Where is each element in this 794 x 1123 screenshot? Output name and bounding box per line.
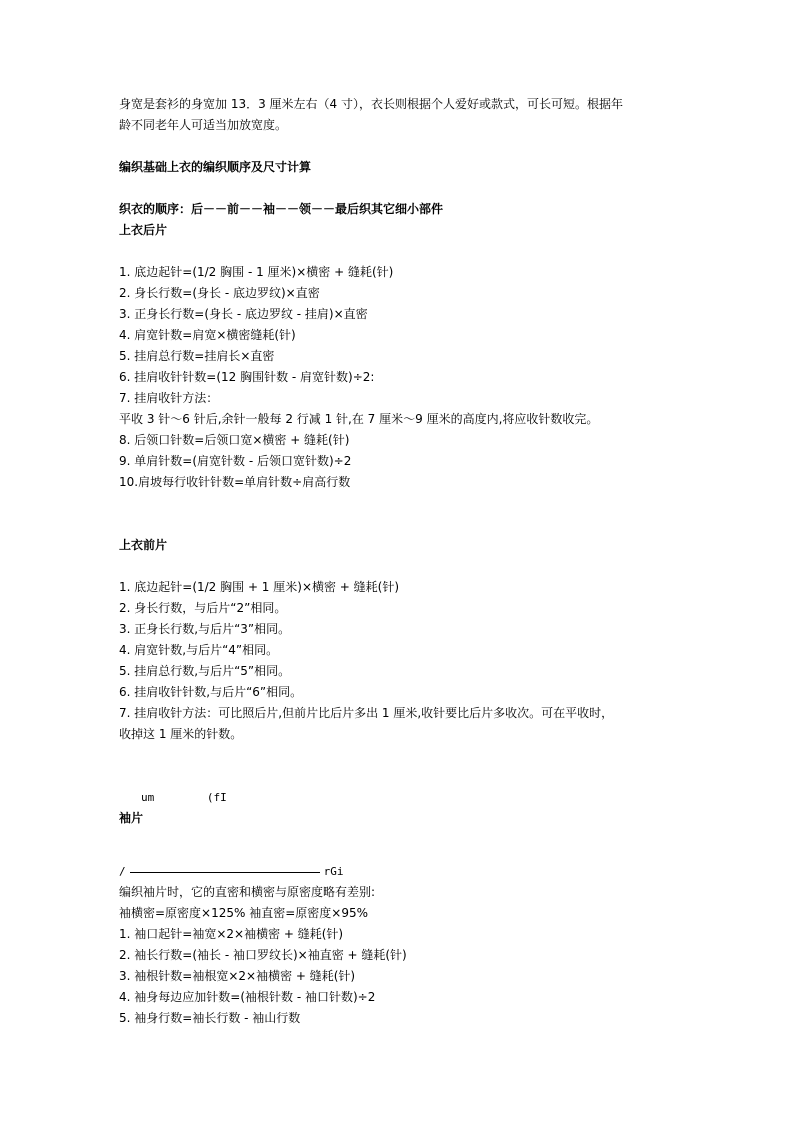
list-item: 7. 挂肩收针方法：可比照后片,但前片比后片多出 1 厘米,收针要比后片多收次。可在平收时， <box>119 706 614 720</box>
list-item: 5. 袖身行数=袖长行数 - 袖山行数 <box>119 1011 301 1025</box>
list-item: 3. 袖根针数=袖根宽×2×袖横密 + 缝耗(针) <box>119 969 356 983</box>
artifact-left: um <box>141 791 155 804</box>
intro-line-1: 身宽是套衫的身宽加 13．3 厘米左右（4 寸），衣长则根据个人爱好或款式，可长可短。根据年 <box>119 97 623 111</box>
list-item: 4. 肩宽针数=肩宽×横密缝耗(针) <box>119 328 296 342</box>
order-line: 织衣的顺序：后－－前－－袖－－领－－最后织其它细小部件 <box>119 202 444 216</box>
list-item: 2. 身长行数=(身长 - 底边罗纹)×直密 <box>119 286 320 300</box>
list-item: 6. 挂肩收针针数,与后片“6”相同。 <box>119 685 303 699</box>
list-item: 6. 挂肩收针针数=(12 胸围针数 - 肩宽针数)÷2: <box>119 370 375 384</box>
list-item: 编织袖片时，它的直密和横密与原密度略有差别: <box>119 885 376 899</box>
scan-artifact-text <box>119 787 679 808</box>
list-item: 2. 身长行数，与后片“2”相同。 <box>119 601 287 615</box>
intro-line-2: 龄不同老年人可适当加放宽度。 <box>119 118 288 132</box>
list-item: 3. 正身长行数,与后片“3”相同。 <box>119 622 291 636</box>
sleeve-heading: 袖片 <box>119 811 144 825</box>
list-item: 收掉这 1 厘米的针数。 <box>119 727 243 741</box>
front-list <box>119 577 679 745</box>
list-item: 5. 挂肩总行数,与后片“5”相同。 <box>119 664 291 678</box>
document-page <box>119 94 679 1029</box>
list-item: 4. 袖身每边应加针数=(袖根针数 - 袖口针数)÷2 <box>119 990 376 1004</box>
list-item: 4. 肩宽针数,与后片“4”相同。 <box>119 643 279 657</box>
list-item: 10.肩坡每行收针针数=单肩针数÷肩高行数 <box>119 475 351 489</box>
list-item: 5. 挂肩总行数=挂肩长×直密 <box>119 349 275 363</box>
back-heading: 上衣后片 <box>119 223 168 237</box>
scan-artifact-rule <box>119 861 679 882</box>
front-heading: 上衣前片 <box>119 538 168 552</box>
list-item: 袖横密=原密度×125% 袖直密=原密度×95% <box>119 906 369 920</box>
artifact-right: (fI <box>206 791 227 804</box>
list-item: 平收 3 针～6 针后,余针一般每 2 行减 1 针,在 7 厘米～9 厘米的高度内,将应收针数收完。 <box>119 412 599 426</box>
sleeve-list <box>119 882 679 1029</box>
list-item: 7. 挂肩收针方法： <box>119 391 219 405</box>
list-item: 1. 底边起针=(1/2 胸围 - 1 厘米)×横密 + 缝耗(针) <box>119 265 394 279</box>
list-item: 9. 单肩针数=(肩宽针数 - 后领口宽针数)÷2 <box>119 454 352 468</box>
list-item: 1. 袖口起针=袖宽×2×袖横密 + 缝耗(针) <box>119 927 344 941</box>
horizontal-rule <box>130 872 320 873</box>
list-item: 2. 袖长行数=(袖长 - 袖口罗纹长)×袖直密 + 缝耗(针) <box>119 948 407 962</box>
artifact-tail: rGi <box>323 865 344 878</box>
list-item: 3. 正身长行数=(身长 - 底边罗纹 - 挂肩)×直密 <box>119 307 368 321</box>
back-list <box>119 262 679 493</box>
list-item: 1. 底边起针=(1/2 胸围 + 1 厘米)×横密 + 缝耗(针) <box>119 580 400 594</box>
list-item: 8. 后领口针数=后领口宽×横密 + 缝耗(针) <box>119 433 350 447</box>
artifact-slash: / <box>119 865 126 878</box>
section-title: 编织基础上衣的编织顺序及尺寸计算 <box>119 160 312 174</box>
